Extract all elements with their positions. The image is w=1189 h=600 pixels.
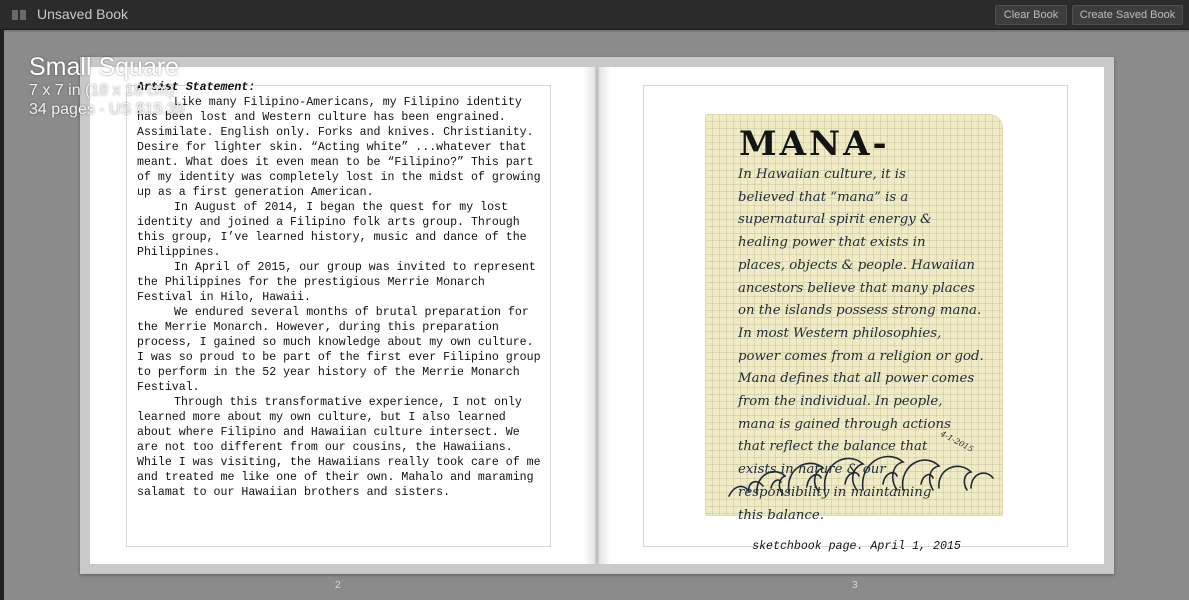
book-size-name: Small Square — [29, 53, 180, 81]
book-pages-price: 34 pages - US $15.39 — [29, 101, 185, 118]
photo-caption[interactable]: sketchbook page. April 1, 2015 — [752, 540, 961, 553]
sketch-date: 4-1-2015 — [938, 429, 975, 454]
sketch-line: healing power that exists in — [738, 235, 926, 251]
waves-drawing — [727, 444, 995, 504]
sketch-line: supernatural spirit energy & — [738, 212, 932, 228]
sketch-line: that reflect the balance that — [738, 439, 928, 455]
sketch-line: In Hawaiian culture, it is — [738, 167, 906, 182]
sketch-line: mana is gained through actions — [738, 416, 951, 432]
sketch-line: Mana defines that all power comes — [738, 371, 975, 387]
book-title: Unsaved Book — [37, 6, 129, 22]
photo-cell[interactable] — [643, 85, 1068, 553]
page-3[interactable] — [597, 67, 1104, 564]
book-dimensions: 7 x 7 in (18 x 18 cm) — [29, 82, 174, 99]
page-number-2: 2 — [335, 580, 341, 591]
paragraph-3: In April of 2015, our group was invited to represent the Philippines for the prestigious Merrie Monarch Festival in Hilo, Hawaii. — [137, 261, 536, 304]
text-cell[interactable] — [126, 81, 551, 547]
top-toolbar — [0, 0, 1189, 30]
sketch-line: exists in nature & our — [738, 462, 886, 478]
sketch-line: In most Western philosophies, — [738, 325, 942, 341]
paragraph-4: We endured several months of brutal preparation for the Merrie Monarch. However, during this preparation process, I gained so much knowledge about my own culture. I was so proud to be part of the first ever Filipino group to perform in the 52 year history of the Merrie Monarch Festival. — [137, 306, 541, 394]
sketch-line: places, objects & people. Hawaiian — [738, 257, 976, 273]
clear-book-button[interactable]: Clear Book — [995, 5, 1067, 25]
create-saved-book-button[interactable]: Create Saved Book — [1072, 5, 1183, 25]
left-panel-edge — [0, 30, 4, 600]
sketch-line: from the individual. In people, — [738, 394, 943, 410]
page-2[interactable] — [90, 67, 597, 564]
artist-statement-text[interactable] — [137, 80, 547, 500]
sketchbook-image[interactable] — [705, 114, 1003, 523]
paragraph-2: In August of 2014, I began the quest for my lost identity and joined a Filipino folk arts group. Through this group, I’ve learned history, music and dance of the Philippines. — [137, 201, 527, 259]
sketch-line: this balance. — [738, 507, 824, 523]
paragraph-1: Like many Filipino-Americans, my Filipino identity has been lost and Western culture has been engrained. Assimilate. English only. Forks and knives. Christianity. Desire for lighter skin. “Acting white” ...whatever that meant. What does it even mean to be “Filipino?” This part of my identity was completely lost in the midst of growing up as a first generation American. — [137, 96, 541, 199]
sketch-line: believed that “mana” is a — [738, 189, 909, 205]
sketch-line: power comes from a religion or god. — [738, 348, 984, 364]
sketch-line: responsibility in maintaining — [738, 484, 932, 500]
canvas-top-edge — [4, 30, 1189, 32]
sketch-line: on the islands possess strong mana. — [738, 303, 982, 319]
grid-icon[interactable] — [12, 10, 26, 20]
paragraph-5: Through this transformative experience, I not only learned more about my own culture, but I also learned about where Filipino and Hawaiian culture intersect. We are not too different from our cousins, the Hawaiians. While I was visiting, the Hawaiians really took care of me and treated me like one of their own. Mahalo and maraming salamat to our Hawaiian brothers and sisters. — [137, 396, 541, 499]
sketch-line: ancestors believe that many places — [738, 280, 975, 296]
page-number-3: 3 — [852, 580, 858, 591]
book-spread[interactable] — [80, 57, 1114, 574]
artist-statement-heading: Artist Statement: — [137, 81, 256, 94]
sketch-title: MANA- — [739, 124, 890, 164]
